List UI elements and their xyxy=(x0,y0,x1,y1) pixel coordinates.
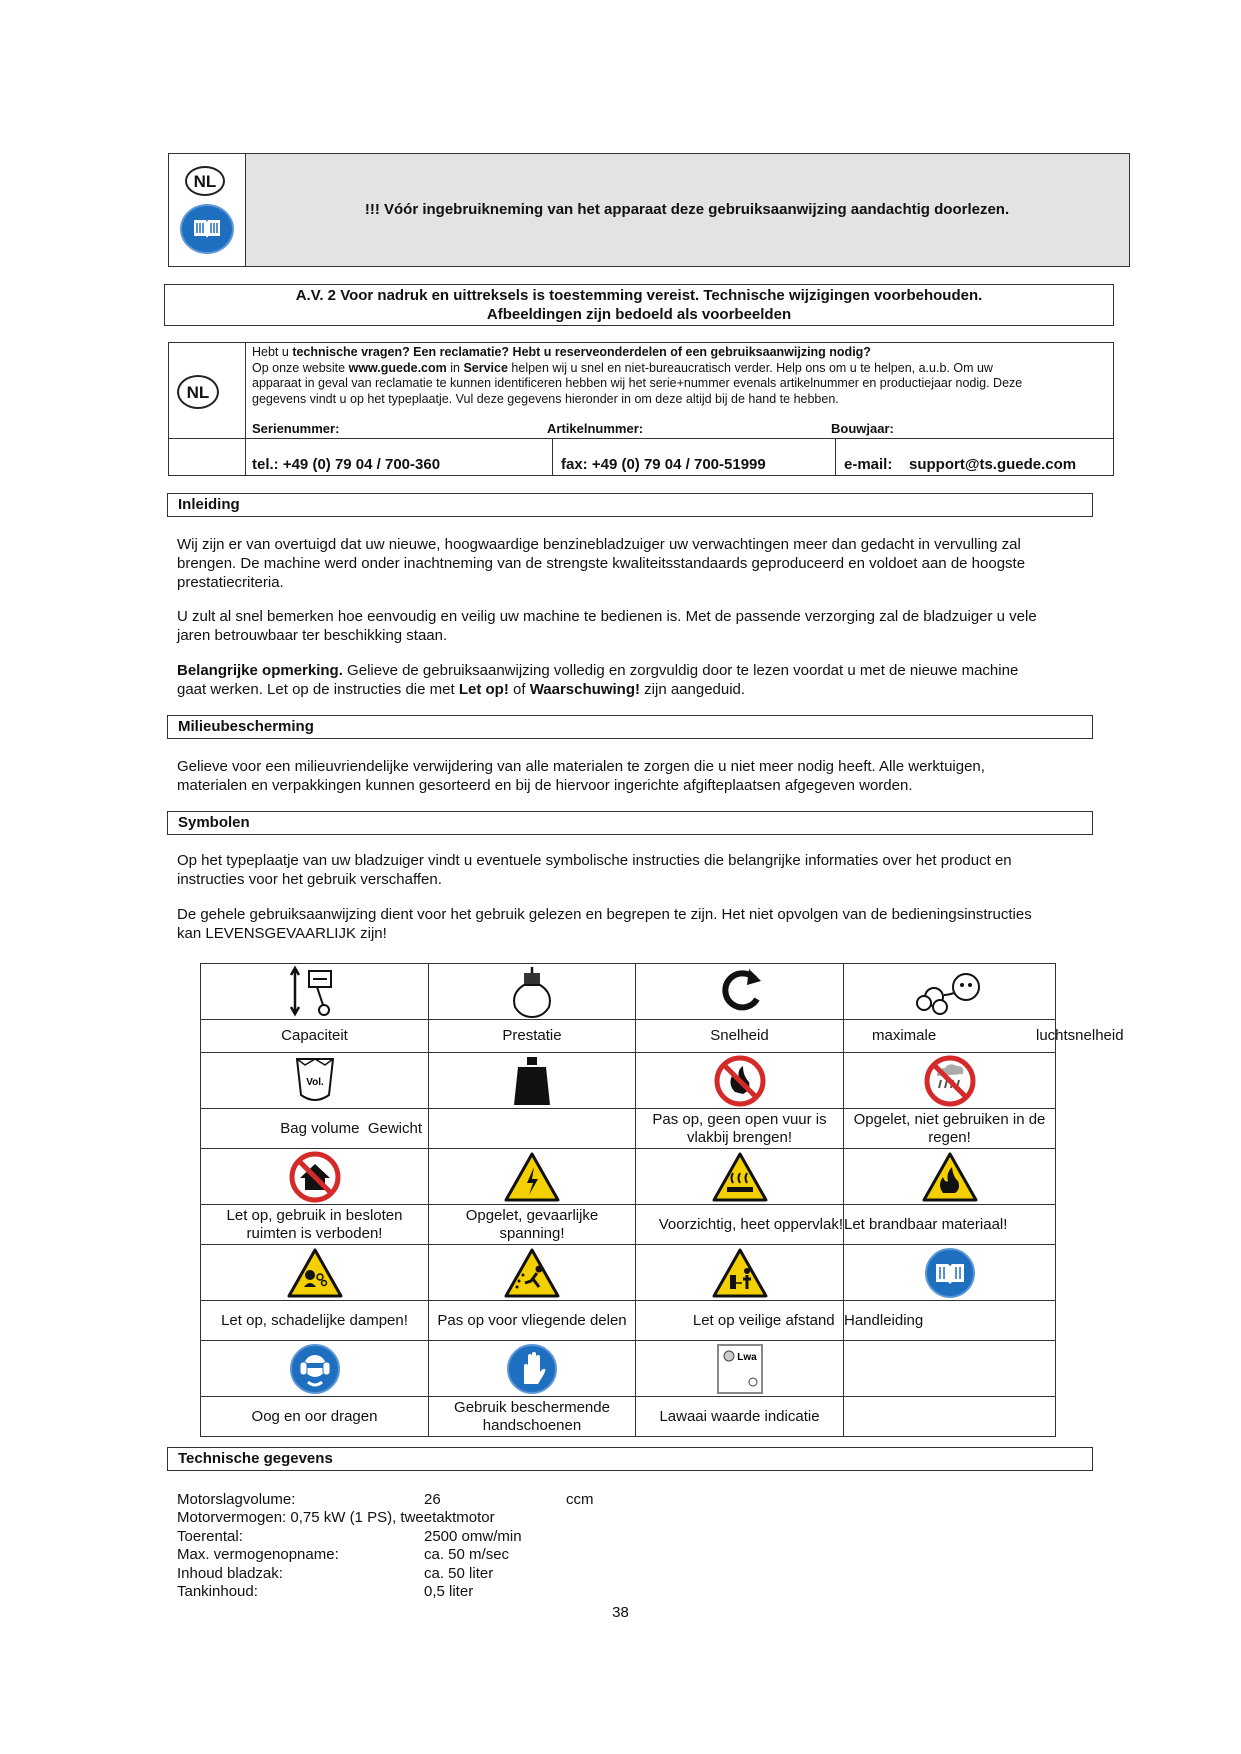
email-label: e-mail: xyxy=(844,456,893,473)
label-lawaai: Lawaai waarde indicatie xyxy=(636,1397,844,1437)
year-label: Bouwjaar: xyxy=(831,421,894,436)
support-line-1: Op onze website www.guede.com in Service helpen wij u snel en niet-bureaucratisch verder. Help ons om u te helpen, a.u.b. Om uw xyxy=(252,360,993,375)
speed-rotation-icon xyxy=(713,965,767,1019)
label-heet: Voorzichtig, heet oppervlak! xyxy=(636,1205,844,1245)
label-empty-1 xyxy=(429,1109,636,1149)
speed-icon-cell xyxy=(636,964,844,1020)
bag-volume-icon-cell xyxy=(201,1053,429,1109)
read-manual-icon xyxy=(923,1246,977,1300)
spec-label: Motorvermogen: 0,75 kW (1 PS), tweetaktmotor xyxy=(177,1509,495,1527)
inleiding-p2: U zult al snel bemerken hoe eenvoudig en veilig uw machine te bedienen is. Met de passende verzorging zal de bladzuiger u vele jaren betrouwbaar ter beschikking staan. xyxy=(177,608,1037,644)
flammable-icon xyxy=(921,1151,979,1203)
protective-gloves-icon xyxy=(505,1342,559,1396)
fax-number: fax: +49 (0) 79 04 / 700-51999 xyxy=(561,456,766,473)
read-manual-icon xyxy=(180,204,234,254)
label-afstand: Let op veilige afstand xyxy=(636,1301,844,1341)
noise-level-icon xyxy=(715,1342,765,1396)
notice-text: !!! Vóór ingebruikneming van het apparaat deze gebruiksaanwijzing aandachtig doorlezen. xyxy=(364,201,1010,218)
label-empty-2 xyxy=(844,1397,1056,1437)
inleiding-p3: Belangrijke opmerking. Gelieve de gebruiksaanwijzing volledig en zorgvuldig door te lezen voordat u met de nieuwe machine gaat werken. Let op de instructies die met Let op! of Waarschuwing! zijn aangeduid. xyxy=(177,662,1019,698)
voltage-icon-cell xyxy=(429,1149,636,1205)
manual-icon-cell xyxy=(844,1245,1056,1301)
spec-label: Motorslagvolume: xyxy=(177,1491,296,1508)
label-geen-vuur: Pas op, geen open vuur is vlakbij brengen! xyxy=(636,1109,844,1149)
eye-ear-icon-cell xyxy=(201,1341,429,1397)
spec-label: Max. vermogenopname: xyxy=(177,1546,339,1564)
power-icon-cell xyxy=(429,964,636,1020)
label-besloten: Let op, gebruik in besloten ruimten is verboden! xyxy=(201,1205,429,1245)
label-bag-gewicht: Bag volume Gewicht xyxy=(201,1109,429,1149)
notice-box xyxy=(168,153,1130,267)
capacity-icon-cell xyxy=(201,964,429,1020)
label-handleiding: Handleiding xyxy=(844,1301,1056,1341)
label-brandbaar: Let brandbaar materiaal! xyxy=(844,1205,1056,1245)
power-bulb-icon xyxy=(507,965,557,1019)
support-divider-email xyxy=(835,438,836,475)
symbolen-p2: De gehele gebruiksaanwijzing dient voor het gebruik gelezen en begrepen te zijn. Het niet opvolgen van de bedieningsinstructies kan LEVENSGEVAARLIJK zijn! xyxy=(177,906,1032,942)
website-link[interactable]: www.guede.com xyxy=(348,360,447,375)
harmful-fumes-icon xyxy=(286,1247,344,1299)
copyright-line-1: A.V. 2 Voor nadruk en uittreksels is toestemming vereist. Technische wijzigingen voorbehouden. xyxy=(295,287,983,304)
bag-volume-text: Vol. xyxy=(305,1076,324,1088)
capacity-icon xyxy=(285,965,345,1019)
gloves-icon-cell xyxy=(429,1341,636,1397)
section-milieubescherming: Milieubescherming xyxy=(167,715,1093,739)
support-divider-fax xyxy=(552,438,553,475)
weight-icon-cell xyxy=(429,1053,636,1109)
section-symbolen: Symbolen xyxy=(167,811,1093,835)
spec-value: 2500 omw/min xyxy=(424,1527,522,1545)
spec-value: 0,5 liter xyxy=(424,1583,474,1600)
no-fire-icon-cell xyxy=(636,1053,844,1109)
spec-label: Inhoud bladzak: xyxy=(177,1564,283,1582)
symbols-table xyxy=(200,963,1124,1437)
page-number: 38 xyxy=(612,1604,629,1621)
high-voltage-icon xyxy=(503,1151,561,1203)
spec-label: Tankinhoud: xyxy=(177,1583,258,1600)
label-handschoenen: Gebruik beschermende handschoenen xyxy=(429,1397,636,1437)
safe-distance-icon xyxy=(711,1247,769,1299)
label-max-luchtsnelheid: maximale luchtsnelheid xyxy=(844,1020,1056,1053)
milieu-text: Gelieve voor een milieuvriendelijke verwijdering van alle materialen te zorgen die u niet meer nodig heeft. Alle werktuigen, materialen en verpakkingen kunnen gesorteerd en bij de hiervoor ingerichte afgifteplaatsen afgegeven worden. xyxy=(177,758,985,794)
label-oog-oor: Oog en oor dragen xyxy=(201,1397,429,1437)
safe-distance-icon-cell xyxy=(636,1245,844,1301)
support-language-badge: NL xyxy=(177,375,219,409)
no-rain-icon xyxy=(923,1054,977,1108)
label-snelheid: Snelheid xyxy=(636,1020,844,1053)
inleiding-p1: Wij zijn er van overtuigd dat uw nieuwe, hoogwaardige benzinebladzuiger uw verwachtingen meer dan gedacht in vervulling zal brengen. De machine werd onder inachtneming van de strengste kwaliteitsstandaards geproduceerd en voldoet aan de hoogste prestatiecriteria. xyxy=(177,536,1026,591)
support-line-3: gegevens vindt u op het typeplaatje. Vul deze gegevens hieronder in om deze altijd bij de hand te hebben. xyxy=(252,391,839,406)
support-box xyxy=(168,342,1114,476)
label-spanning: Opgelet, gevaarlijke spanning! xyxy=(429,1205,636,1245)
label-vliegende: Pas op voor vliegende delen xyxy=(429,1301,636,1341)
eye-ear-protection-icon xyxy=(288,1342,342,1396)
copyright-line-2: Afbeeldingen zijn bedoeld als voorbeelden xyxy=(486,306,792,323)
tel-number: tel.: +49 (0) 79 04 / 700-360 xyxy=(252,456,441,473)
noise-icon-cell xyxy=(636,1341,844,1397)
no-indoor-icon-cell xyxy=(201,1149,429,1205)
label-capaciteit: Capaciteit xyxy=(201,1020,429,1053)
empty-icon-cell xyxy=(844,1341,1056,1397)
section-technische-gegevens: Technische gegevens xyxy=(167,1447,1093,1471)
weight-icon xyxy=(510,1055,554,1107)
label-prestatie: Prestatie xyxy=(429,1020,636,1053)
support-line-2: apparaat in geval van reclamatie te kunnen identificeren hebben wij het serie+nummer evenals artikelnummer en productiejaar nodig. Deze xyxy=(252,376,1023,390)
hot-surface-icon-cell xyxy=(636,1149,844,1205)
spec-unit: ccm xyxy=(566,1491,594,1508)
support-question: Hebt u technische vragen? Een reclamatie? Hebt u reserveonderdelen of een gebruiksaanwijzing nodig? xyxy=(252,345,871,359)
no-open-fire-icon xyxy=(713,1054,767,1108)
fumes-icon-cell xyxy=(201,1245,429,1301)
article-label: Artikelnummer: xyxy=(547,421,644,436)
no-rain-icon-cell xyxy=(844,1053,1056,1109)
support-text xyxy=(252,345,1112,407)
bag-volume-icon xyxy=(293,1055,337,1107)
no-indoor-use-icon xyxy=(288,1150,342,1204)
email-address[interactable]: support@ts.guede.com xyxy=(909,456,1077,473)
serial-label: Serienummer: xyxy=(252,421,340,436)
air-speed-icon-cell xyxy=(844,964,1056,1020)
flammable-icon-cell xyxy=(844,1149,1056,1205)
spec-value: 26 xyxy=(424,1491,441,1508)
symbolen-p1: Op het typeplaatje van uw bladzuiger vindt u eventuele symbolische instructies die belangrijke informaties over het product en instructies voor het gebruik verschaffen. xyxy=(177,852,1012,888)
hot-surface-icon xyxy=(711,1151,769,1203)
flying-parts-icon xyxy=(503,1247,561,1299)
blowing-wind-icon xyxy=(910,965,990,1019)
spec-value: ca. 50 m/sec xyxy=(424,1546,510,1564)
flying-parts-icon-cell xyxy=(429,1245,636,1301)
noise-lwa-text: Lwa xyxy=(736,1351,757,1363)
support-divider-h xyxy=(169,438,1113,439)
label-regen: Opgelet, niet gebruiken in de regen! xyxy=(844,1109,1056,1149)
section-inleiding: Inleiding xyxy=(167,493,1093,517)
spec-label: Toerental: xyxy=(177,1527,243,1545)
spec-value: ca. 50 liter xyxy=(424,1564,494,1582)
support-divider-v xyxy=(245,343,246,475)
label-dampen: Let op, schadelijke dampen! xyxy=(201,1301,429,1341)
language-badge: NL xyxy=(185,166,225,196)
copyright-box xyxy=(164,284,1114,326)
